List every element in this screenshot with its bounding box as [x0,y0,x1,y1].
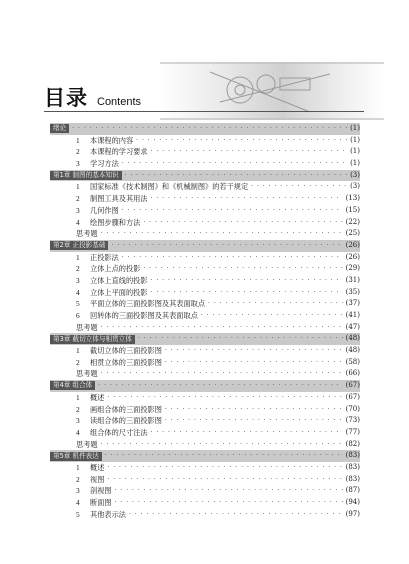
item-title: 组合体的尺寸注法 [90,427,148,437]
toc-item-row[interactable] [50,462,360,474]
item-number: 3 [76,486,80,496]
page-number: (1) [350,159,360,168]
dot-leader [122,205,343,217]
item-number: 3 [76,416,80,426]
toc-item-row[interactable] [50,146,360,158]
item-number: 3 [76,275,80,285]
item-title: 本课程的学习要求 [90,147,148,157]
item-number: 1 [76,182,80,192]
dot-leader [151,275,343,287]
dot-leader [107,392,342,404]
toc-chapter-row[interactable] [50,333,360,345]
toc-item-row[interactable] [50,404,360,416]
dot-leader [151,193,343,205]
dot-leader [138,333,343,345]
item-number: 2 [76,264,80,274]
item-number: 1 [76,462,80,472]
item-number: 1 [76,135,80,145]
page-number: (35) [345,287,360,296]
dot-leader [101,368,343,380]
item-title: 绘图步骤和方法 [90,217,141,227]
page-number: (94) [345,498,360,506]
page-number: (31) [345,275,360,284]
toc-item-row[interactable] [50,485,360,497]
toc-review-row[interactable] [50,228,360,240]
toc-item-row[interactable] [50,345,360,357]
toc-chapter-row[interactable] [50,170,360,182]
page-number: (3) [350,182,360,191]
item-title: 正投影法 [90,252,119,262]
toc-chapter-row[interactable] [50,123,360,135]
toc-item-row[interactable] [50,474,360,486]
item-number: 4 [76,427,80,437]
dot-leader [143,263,342,275]
item-number: 1 [76,392,80,402]
item-title: 平面立体的三面投影图及其表面取点 [90,299,206,309]
page-number: (83) [345,451,360,460]
dot-leader [98,380,342,392]
page-number: (26) [345,252,360,261]
item-number: 1 [76,346,80,356]
item-number: 2 [76,147,80,157]
toc-item-row[interactable] [50,392,360,404]
table-of-contents [50,123,360,520]
item-number: 1 [76,252,80,262]
item-number: 6 [76,311,80,320]
item-title: 截切立体的三面投影图 [90,346,162,356]
page-number: (73) [345,416,360,425]
item-title: 概述 [90,462,105,472]
item-title: 制图工具及其用法 [90,194,148,204]
dot-leader [125,170,347,182]
chapter-title: 第2章 正投影基础 [50,241,108,250]
page-number: (77) [345,427,360,436]
dot-leader [165,345,343,357]
dot-leader [136,135,347,147]
page-number: (83) [345,474,360,483]
dot-leader [115,497,343,509]
review-title: 思考题 [76,369,98,379]
page-number: (15) [345,205,360,214]
toc-review-row[interactable] [50,368,360,380]
item-title: 立体上点的投影 [90,264,141,274]
title-divider [44,111,364,112]
item-number: 2 [76,194,80,204]
page-number: (25) [345,229,360,238]
review-title: 思考题 [76,439,98,449]
page-number: (82) [345,439,360,448]
dot-leader [101,439,343,451]
page-number: (48) [345,334,360,343]
toc-item-row[interactable] [50,310,360,322]
toc-chapter-row[interactable] [50,450,360,462]
item-number: 4 [76,287,80,297]
page-number: (13) [345,194,360,203]
toc-item-row[interactable] [50,427,360,439]
page-number: (1) [350,124,360,132]
item-title: 视图 [90,474,105,484]
review-title: 思考题 [76,229,98,239]
page-number: (48) [345,346,360,355]
page-number: (67) [345,381,360,390]
toc-item-row[interactable] [50,158,360,170]
page-title: 目录 [44,86,88,110]
toc-heading [44,82,141,112]
item-title: 概述 [90,392,105,402]
page-number: (58) [345,357,360,366]
item-title: 剖视图 [90,486,112,496]
toc-review-row[interactable] [50,439,360,451]
dot-leader [151,287,343,299]
page-number: (22) [345,217,360,226]
dot-leader [101,322,343,334]
item-title: 本课程的内容 [90,135,134,145]
item-number: 4 [76,498,80,507]
toc-item-row[interactable] [50,217,360,229]
toc-chapter-row[interactable] [50,380,360,392]
toc-item-row[interactable] [50,181,360,193]
item-title: 国家标准《技术制图》和《机械制图》的若干规定 [90,182,249,192]
toc-item-row[interactable] [50,287,360,299]
dot-leader [107,462,342,474]
item-number: 5 [76,299,80,309]
item-number: 4 [76,217,80,227]
page-number: (97) [345,509,360,518]
dot-leader [105,450,343,462]
page-subtitle: Contents [97,96,142,108]
page-number: (29) [345,264,360,273]
item-number: 2 [76,357,80,367]
toc-item-row[interactable] [50,415,360,427]
item-number: 5 [76,509,80,519]
dot-leader [165,357,343,369]
toc-item-row[interactable] [50,509,360,521]
dot-leader [165,415,343,427]
page-number: (83) [345,462,360,471]
page-number: (70) [345,404,360,413]
item-title: 断面图 [90,498,112,507]
dot-leader [115,485,343,497]
dot-leader [122,158,347,170]
dot-leader [107,474,342,486]
dot-leader [165,404,343,416]
page-number: (41) [345,311,360,319]
page-number: (3) [350,170,360,179]
toc-item-row[interactable] [50,193,360,205]
toc-item-row[interactable] [50,298,360,310]
item-title: 读组合体的三面投影图 [90,416,162,426]
item-title: 画组合体的三面投影图 [90,404,162,414]
page-number: (47) [345,322,360,331]
page-number: (1) [350,135,360,144]
item-number: 2 [76,404,80,414]
page-number: (67) [345,392,360,401]
item-title: 立体上直线的投影 [90,275,148,285]
chapter-title: 第4章 组合体 [50,381,95,390]
dot-leader [208,298,343,310]
item-title: 立体上平面的投影 [90,287,148,297]
toc-item-row[interactable] [50,357,360,369]
page-number: (87) [345,486,360,495]
page-number: (37) [345,299,360,308]
page-number: (1) [350,147,360,156]
toc-item-row[interactable] [50,205,360,217]
page-number: (66) [345,369,360,378]
dot-leader [151,427,343,439]
toc-item-row[interactable] [50,263,360,275]
toc-item-row[interactable] [50,275,360,287]
dot-leader [143,217,342,229]
toc-item-row[interactable] [50,497,360,509]
toc-item-row[interactable] [50,252,360,264]
chapter-title: 第1章 制图的基本知识 [50,171,122,180]
item-title: 相贯立体的三面投影图 [90,357,162,367]
chapter-title: 第5章 机件表达 [50,452,102,461]
item-number: 2 [76,474,80,484]
chapter-title: 第3章 截切立体与相贯立体 [50,335,135,344]
chapter-title: 绪论 [50,124,69,133]
dot-leader [72,123,347,135]
item-number: 3 [76,205,80,215]
item-title: 学习方法 [90,159,119,169]
toc-chapter-row[interactable] [50,240,360,252]
dot-leader [122,252,343,264]
toc-review-row[interactable] [50,322,360,334]
item-title: 几何作图 [90,205,119,215]
page-number: (26) [345,240,360,249]
item-number: 3 [76,159,80,169]
dot-leader [101,228,343,240]
dot-leader [201,310,343,322]
dot-leader [151,146,348,158]
dot-leader [251,181,347,193]
review-title: 思考题 [76,322,98,332]
item-title: 其他表示法 [90,509,126,519]
toc-item-row[interactable] [50,135,360,147]
dot-leader [129,509,343,521]
item-title: 回转体的三面投影图及其表面取点 [90,311,198,320]
dot-leader [111,240,342,252]
